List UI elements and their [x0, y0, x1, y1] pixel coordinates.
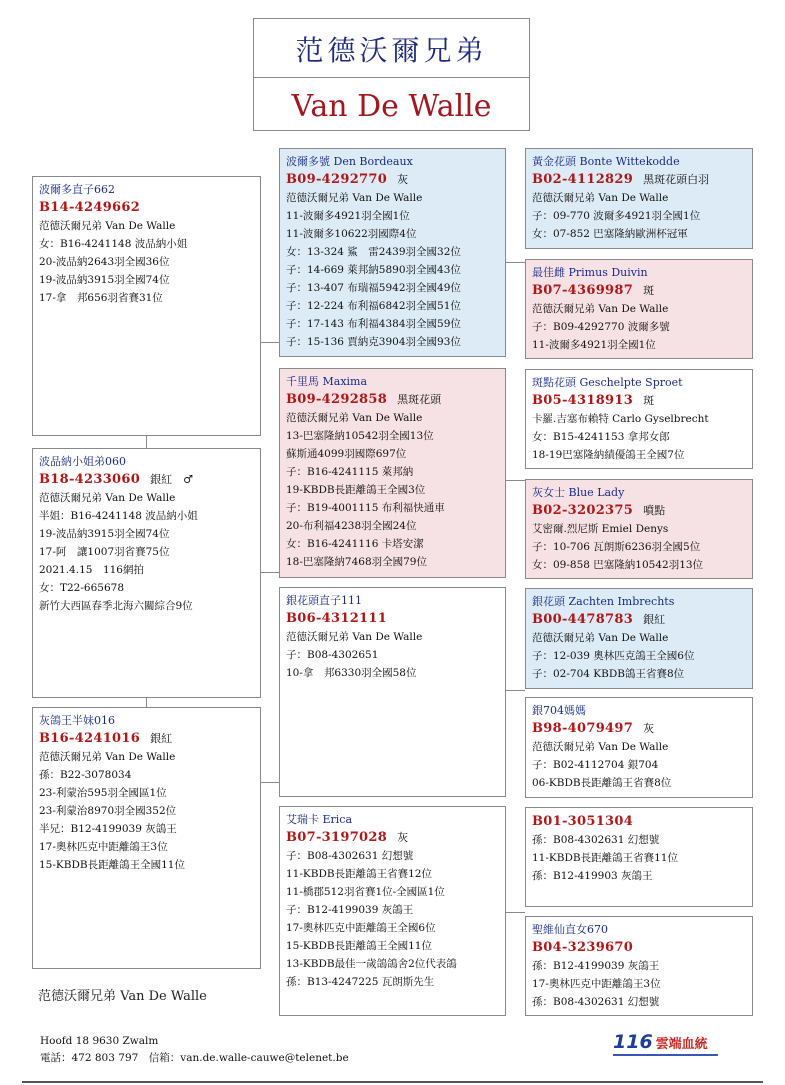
pigeon-color: 灰	[397, 831, 409, 844]
ring-number: B02-4112829 黑斑花頭白羽	[532, 172, 710, 187]
info-line: 范德沃爾兄弟 Van De Walle	[39, 220, 176, 232]
info-line: 15-KBDB長距離鴿王全國11位	[286, 940, 432, 952]
info-line: 半兄：B12-4199039 灰鴿王	[39, 823, 177, 835]
connector	[260, 572, 280, 573]
ring-number: B18-4233060 銀紅 ♂	[39, 472, 193, 487]
pedigree-card-ddd	[525, 916, 753, 1016]
info-line: 女：T22-665678	[39, 582, 124, 594]
info-line: 11-KBDB長距離鴿王省賽11位	[532, 852, 678, 864]
pedigree-card-sdd	[525, 479, 753, 579]
pigeon-name: 黃金花頭 Bonte Wittekodde	[532, 155, 680, 168]
pedigree-card-dsd	[525, 697, 753, 798]
pigeon-color: 銀紅	[150, 732, 173, 745]
info-line: 范德沃爾兄弟 Van De Walle	[39, 492, 176, 504]
ring-number: B09-4292858 黑斑花頭	[286, 392, 442, 407]
info-line: 17-奧林匹克中距離鴿王3位	[532, 978, 661, 990]
title-english: Van De Walle	[291, 89, 492, 124]
info-line: 11-波爾多10622羽國際4位	[286, 228, 417, 240]
pedigree-card-dss	[525, 588, 753, 689]
info-line: 19-波品納3915羽全國74位	[39, 274, 170, 286]
info-line: 2021.4.15 116網拍	[39, 564, 144, 576]
info-line: 11-波爾多4921羽全國1位	[532, 339, 656, 351]
pigeon-name: 波品納小姐弟060	[39, 455, 126, 468]
info-line: 范德沃爾兄弟 Van De Walle	[286, 412, 423, 424]
phone-email: 電話：472 803 797 信箱：van.de.walle-cauwe@telenet.be	[40, 1052, 349, 1064]
connector	[505, 262, 525, 263]
info-line: 18-19巴塞隆納績優鴿王全國7位	[532, 449, 685, 461]
info-line: 孫：B22-3078034	[39, 769, 132, 781]
ring-number: B06-4312111	[286, 611, 388, 626]
info-line: 17-阿 讓1007羽省賽75位	[39, 546, 170, 558]
breeder-contact	[40, 1033, 349, 1067]
info-line: 13-KBDB最佳一歲鴿鴿舍2位代表鴿	[286, 958, 457, 970]
pedigree-card-dam	[32, 707, 261, 969]
info-line: 子：12-224 布利福6842羽全國51位	[286, 300, 461, 312]
info-line: 范德沃爾兄弟 Van De Walle	[286, 631, 423, 643]
ring-number: B98-4079497 灰	[532, 721, 655, 736]
pedigree-card-sds	[525, 369, 753, 469]
pedigree-card-dam-dam	[279, 806, 506, 1016]
info-line: 17-奧林匹克中距離鴿王全國6位	[286, 922, 436, 934]
ring-number: B05-4318913 斑	[532, 393, 655, 408]
connector	[505, 690, 525, 691]
ring-number: B16-4241016 銀紅	[39, 731, 173, 746]
pigeon-color: 灰	[643, 722, 655, 735]
info-line: 女：B16-4241116 卡塔安潔	[286, 538, 424, 550]
info-line: 子：B08-4302651	[286, 649, 379, 661]
connector	[146, 436, 147, 448]
pedigree-card-sire-dam	[279, 368, 506, 578]
info-line: 06-KBDB長距離鴿王省賽8位	[532, 777, 672, 789]
ring-number: B00-4478783 銀紅	[532, 612, 666, 627]
pigeon-name: 最佳雌 Primus Duivin	[532, 266, 648, 279]
logo-116	[613, 1031, 723, 1055]
title-divider	[254, 77, 529, 78]
connector	[260, 782, 280, 783]
info-line: 子：B08-4302631 幻想號	[286, 850, 414, 862]
pedigree-card-ssd	[525, 259, 753, 359]
info-line: 子：B12-4199039 灰鴿王	[286, 904, 414, 916]
info-line: 子：14-669 萊邦納5890羽全國43位	[286, 264, 461, 276]
ring-number: B14-4249662	[39, 200, 141, 215]
info-line: 子：B09-4292770 波爾多號	[532, 321, 670, 333]
info-line: 女：B16-4241148 波品納小姐	[39, 238, 188, 250]
connector	[146, 697, 147, 707]
info-line: 子：B19-4001115 布利福快通車	[286, 502, 445, 514]
info-line: 孫：B12-4199039 灰鴿王	[532, 960, 660, 972]
connector	[505, 912, 525, 913]
ring-number: B09-4292770 灰	[286, 172, 409, 187]
pedigree-card-dds	[525, 807, 753, 907]
title-box	[253, 18, 530, 131]
info-line: 范德沃爾兄弟 Van De Walle	[532, 741, 669, 753]
pigeon-color: 銀紅	[643, 613, 666, 626]
info-line: 11-波爾多4921羽全國1位	[286, 210, 410, 222]
pigeon-color: 斑	[643, 284, 655, 297]
title-chinese: 范德沃爾兄弟	[295, 34, 488, 67]
info-line: 子：12-039 奧林匹克鴿王全國6位	[532, 650, 695, 662]
pigeon-name: 波爾多號 Den Bordeaux	[286, 155, 413, 168]
info-line: 卡羅.吉塞布賴特 Carlo Gyselbrecht	[532, 413, 709, 425]
info-line: 新竹大西區春季北海六關綜合9位	[39, 600, 193, 612]
pigeon-color: 黑斑花頭白羽	[643, 173, 710, 186]
pigeon-name: 銀花頭直子111	[286, 594, 362, 607]
info-line: 子：B16-4241115 萊邦納	[286, 466, 414, 478]
pigeon-color: 銀紅 ♂	[150, 473, 193, 486]
info-line: 子：09-770 波爾多4921羽全國1位	[532, 210, 701, 222]
info-line: 17-奧林匹克中距離鴿王3位	[39, 841, 168, 853]
info-line: 23-利蒙治595羽全國區1位	[39, 787, 167, 799]
info-line: 孫：B13-4247225 瓦朗斯先生	[286, 976, 435, 988]
breeder-name: 范德沃爾兄弟 Van De Walle	[38, 989, 207, 1004]
ring-number: B04-3239670	[532, 940, 634, 955]
logo-text: 雲端血統	[655, 1037, 708, 1052]
logo-underline	[613, 1054, 718, 1056]
info-line: 女：13-324 鯊 雷2439羽全國32位	[286, 246, 461, 258]
info-line: 范德沃爾兄弟 Van De Walle	[286, 192, 423, 204]
address: Hoofd 18 9630 Zwalm	[40, 1035, 159, 1047]
pedigree-card-dam-sire	[279, 587, 506, 797]
info-line: 子：02-704 KBDB鴿王省賽8位	[532, 668, 685, 680]
info-line: 13-巴塞隆納10542羽全國13位	[286, 430, 434, 442]
info-line: 子：13-407 布瑞福5942羽全國49位	[286, 282, 461, 294]
logo-number: 116	[613, 1031, 653, 1053]
pigeon-color: 黑斑花頭	[397, 393, 442, 406]
pigeon-name: 斑點花頭 Geschelpte Sproet	[532, 376, 683, 389]
info-line: 子：B02-4112704 銀704	[532, 759, 659, 771]
info-line: 孫：B08-4302631 幻想號	[532, 834, 660, 846]
info-line: 孫：B08-4302631 幻想號	[532, 996, 660, 1008]
info-line: 10-拿 邦6330羽全國58位	[286, 667, 417, 679]
info-line: 蘇斯通4099羽國際697位	[286, 448, 407, 460]
ring-number: B07-4369987 斑	[532, 283, 655, 298]
info-line: 艾密爾.烈尼斯 Emiel Denys	[532, 523, 669, 535]
info-line: 范德沃爾兄弟 Van De Walle	[532, 303, 669, 315]
info-line: 半姐：B16-4241148 波品納小姐	[39, 510, 198, 522]
ring-number: B02-3202375 噴點	[532, 503, 666, 518]
info-line: 女：B15-4241153 拿邦女郎	[532, 431, 670, 443]
info-line: 19-波品納3915羽全國74位	[39, 528, 170, 540]
pigeon-color: 噴點	[643, 504, 666, 517]
info-line: 子：17-143 布利福4384羽全國59位	[286, 318, 461, 330]
connector	[260, 342, 280, 343]
pigeon-name: 千里馬 Maxima	[286, 375, 368, 388]
info-line: 11-橋郡512羽省賽1位-全國區1位	[286, 886, 445, 898]
info-line: 18-巴塞隆納7468羽全國79位	[286, 556, 427, 568]
info-line: 女：09-858 巴塞隆納10542羽13位	[532, 559, 704, 571]
pigeon-name: 波爾多直子662	[39, 183, 115, 196]
pigeon-name: 艾瑞卡 Erica	[286, 813, 353, 826]
info-line: 23-利蒙治8970羽全國352位	[39, 805, 177, 817]
info-line: 15-KBDB長距離鴿王全國11位	[39, 859, 185, 871]
info-line: 19-KBDB長距離鴿王全國3位	[286, 484, 426, 496]
pigeon-color: 灰	[397, 173, 409, 186]
ring-number: B07-3197028 灰	[286, 830, 409, 845]
pigeon-color: 斑	[643, 394, 655, 407]
info-line: 范德沃爾兄弟 Van De Walle	[39, 751, 176, 763]
info-line: 20-波品納2643羽全國36位	[39, 256, 170, 268]
info-line: 子：10-706 瓦朗斯6236羽全國5位	[532, 541, 701, 553]
pigeon-name: 聖維仙直女670	[532, 923, 608, 936]
pedigree-card-sire	[32, 448, 261, 698]
info-line: 子：15-136 賈納克3904羽全國93位	[286, 336, 461, 348]
info-line: 孫：B12-419903 灰鴿王	[532, 870, 653, 882]
bottom-divider	[22, 1081, 763, 1083]
ring-number: B01-3051304	[532, 814, 634, 829]
pedigree-card-subject	[32, 176, 261, 436]
pigeon-name: 灰鴿王半妹016	[39, 714, 115, 727]
info-line: 女：07-852 巴塞隆納歐洲杯冠軍	[532, 228, 688, 240]
pedigree-card-sire-sire	[279, 148, 506, 357]
info-line: 范德沃爾兄弟 Van De Walle	[532, 632, 669, 644]
info-line: 20-布利福4238羽全國24位	[286, 520, 417, 532]
info-line: 11-KBDB長距離鴿王省賽12位	[286, 868, 432, 880]
info-line: 17-拿 邦656羽省賽31位	[39, 292, 163, 304]
pigeon-name: 銀704媽媽	[532, 704, 586, 717]
pigeon-name: 灰女士 Blue Lady	[532, 486, 625, 499]
pedigree-card-sss	[525, 148, 753, 249]
pigeon-name: 銀花頭 Zachten Imbrechts	[532, 595, 675, 608]
info-line: 范德沃爾兄弟 Van De Walle	[532, 192, 669, 204]
connector	[505, 480, 525, 481]
